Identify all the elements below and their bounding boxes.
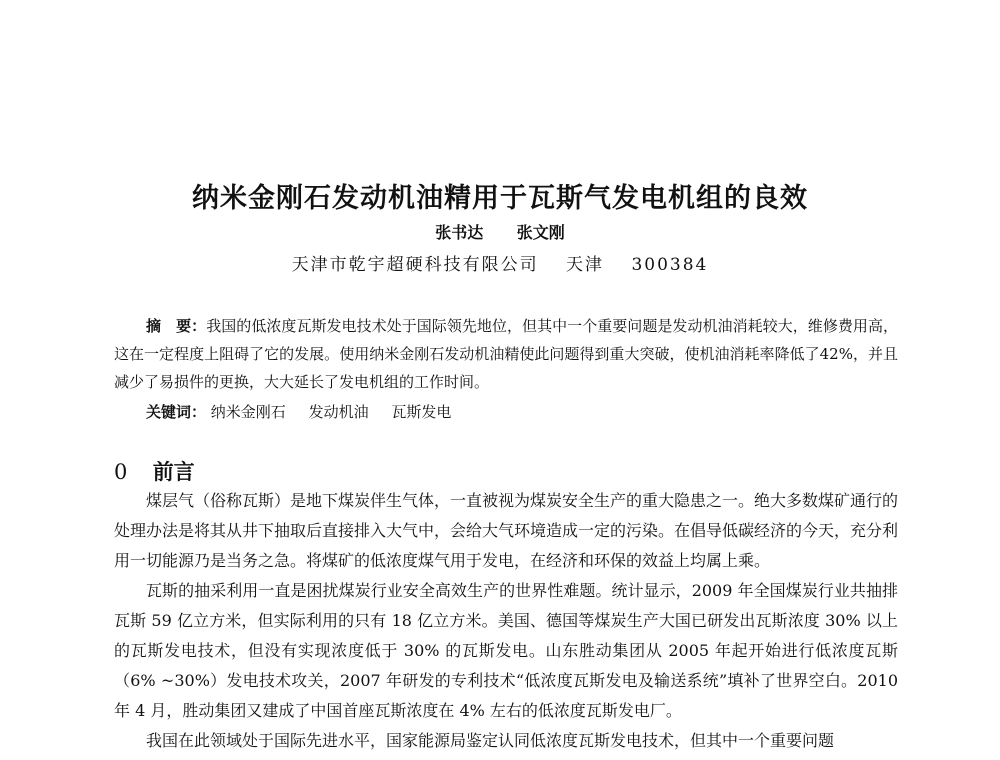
keywords: [146, 400, 898, 424]
paragraph: 煤层气（俗称瓦斯）是地下煤炭伴生气体，一直被视为煤炭安全生产的重大隐患之一。绝大多数煤矿通行的处理办法是将其从井下抽取后直接排入大气中，会给大气环境造成一定的污染。在倡导低碳经济的今天，充分利用一切能源乃是当务之急。将煤矿的低浓度煤气用于发电，在经济和环保的效益上均属上乘。: [114, 491, 899, 570]
affiliation-city: 天津: [566, 255, 605, 275]
affiliation: [0, 250, 1000, 275]
author-name: 张书达: [435, 223, 484, 242]
abstract-text: 我国的低浓度瓦斯发电技术处于国际领先地位，但其中一个重要问题是发动机油消耗较大，维修费用高，这在一定程度上阻碍了它的发展。使用纳米金刚石发动机油精使此问题得到重大突破，使机油消耗率降低了42%，并且减少了易损件的更换，大大延长了发电机组的工作时间。: [114, 317, 898, 391]
abstract: [114, 312, 898, 396]
body-text: [114, 486, 898, 756]
section-number: 0: [114, 460, 128, 484]
keywords-label: 关键词：: [146, 403, 207, 421]
paragraph: 瓦斯的抽采利用一直是困扰煤炭行业安全高效生产的世界性难题。统计显示，2009 年全国煤炭行业共抽排瓦斯 59 亿立方米，但实际利用的只有 18 亿立方米。美国、德国等煤炭生产大国已研发出瓦斯浓度 30% 以上的瓦斯发电技术，但没有实现浓度低于 30% 的瓦斯发电。山东胜动集团从 2005 年起开始进行低浓度瓦斯（6% ~30%）发电技术攻关，2007 年研发的专利技术“低浓度瓦斯发电及输送系统”填补了世界空白。2010 年 4 月，胜动集团又建成了中国首座瓦斯浓度在 4% 左右的低浓度瓦斯发电厂。: [114, 581, 898, 720]
author-name: 张文刚: [516, 223, 565, 242]
keyword: 纳米金刚石: [210, 403, 286, 421]
affiliation-postcode: 300384: [631, 255, 709, 275]
author-list: [0, 220, 1000, 243]
paper-title: 纳米金刚石发动机油精用于瓦斯气发电机组的良效: [192, 183, 808, 214]
section-title: 前言: [152, 459, 195, 484]
abstract-label: 摘 要：: [146, 317, 207, 335]
affiliation-org: 天津市乾宇超硬科技有限公司: [291, 255, 539, 275]
section-heading: [114, 456, 195, 486]
paragraph: 我国在此领域处于国际先进水平，国家能源局鉴定认同低浓度瓦斯发电技术，但其中一个重要问题: [146, 731, 835, 750]
keyword: 发动机油: [308, 403, 369, 421]
keyword: 瓦斯发电: [391, 403, 452, 421]
